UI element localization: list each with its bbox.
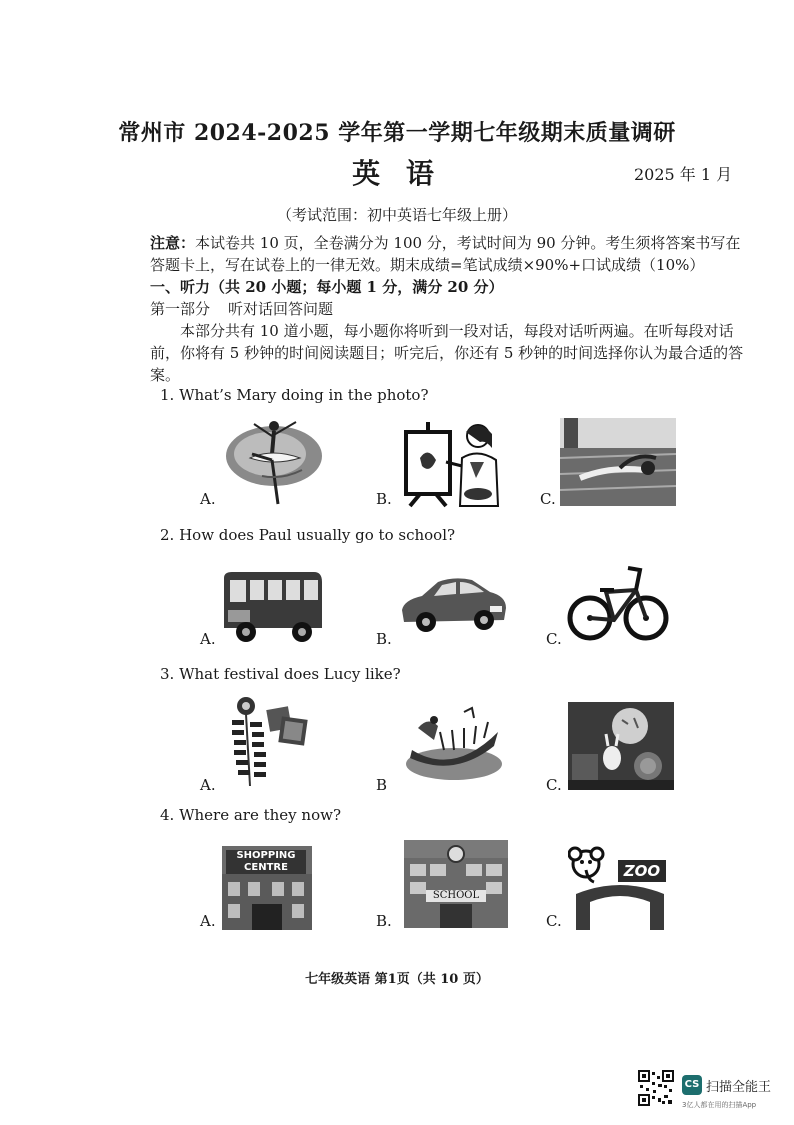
option-label: B xyxy=(376,776,388,794)
qr-code-icon xyxy=(638,1070,674,1106)
option-label: C. xyxy=(546,630,562,648)
school-sign: SCHOOL xyxy=(426,890,486,902)
bus-image xyxy=(220,570,324,644)
exam-title: 常州市 2024-2025 学年第一学期七年级期末质量调研 xyxy=(118,120,676,146)
car-image xyxy=(398,576,510,638)
section-heading: 一、听力（共 20 小题；每小题 1 分，满分 20 分） xyxy=(150,278,504,296)
exam-date: 2025 年 1 月 xyxy=(634,165,733,184)
notice xyxy=(150,232,750,276)
firecrackers-image xyxy=(220,694,312,790)
scanner-slogan: 3亿人都在用的扫描App xyxy=(682,1101,757,1109)
bicycle-image xyxy=(566,562,670,644)
option-label: A. xyxy=(200,630,216,648)
option-label: C. xyxy=(546,776,562,794)
notice-label: 注意： xyxy=(150,234,196,252)
option-label: A. xyxy=(200,912,216,930)
option-label: A. xyxy=(200,776,216,794)
part-heading xyxy=(150,298,333,319)
ballet-dancer-image xyxy=(222,414,330,508)
option-label: B. xyxy=(376,630,392,648)
exam-scope: （考试范围：初中英语七年级上册） xyxy=(276,206,517,224)
question-1: 1. What’s Mary doing in the photo? xyxy=(160,386,429,404)
question-4: 4. Where are they now? xyxy=(160,806,341,824)
scanner-app-name: 扫描全能王 xyxy=(706,1080,772,1095)
swimmer-image xyxy=(560,418,676,506)
option-label: C. xyxy=(546,912,562,930)
school-image xyxy=(404,840,508,928)
dragon-boat-image xyxy=(404,706,504,784)
part-label: 第一部分 xyxy=(150,300,211,318)
mid-autumn-image xyxy=(568,702,674,790)
section-intro: 本部分共有 10 道小题，每小题你将听到一段对话，每段对话听两遍。在听每段对话前，你将有 5 秒钟的时间阅读题目；听完后，你还有 5 秒钟的时间选择你认为最合适的答案。 xyxy=(150,322,744,384)
shopping-centre-sign: SHOPPING CENTRE xyxy=(226,850,306,874)
option-label: B. xyxy=(376,490,392,508)
subject-title: 英 语 xyxy=(352,157,442,190)
notice-text: 本试卷共 10 页，全卷满分为 100 分，考试时间为 90 分钟。考生须将答案书写在答题卡上，写在试卷上的一律无效。期末成绩=笔试成绩×90%+口试成绩（10%） xyxy=(150,234,741,274)
option-label: B. xyxy=(376,912,392,930)
camscanner-logo-icon: CS xyxy=(682,1075,702,1095)
girl-painting-image xyxy=(400,418,504,510)
option-label: C. xyxy=(540,490,556,508)
zoo-sign: ZOO xyxy=(623,862,661,880)
part-title: 听对话回答问题 xyxy=(228,300,334,318)
option-label: A. xyxy=(200,490,216,508)
zoo-gate-image xyxy=(568,846,672,930)
question-2: 2. How does Paul usually go to school? xyxy=(160,526,456,544)
page-footer: 七年级英语 第1页（共 10 页） xyxy=(305,972,489,987)
shopping-centre-image xyxy=(222,846,312,930)
question-3: 3. What festival does Lucy like? xyxy=(160,665,401,683)
